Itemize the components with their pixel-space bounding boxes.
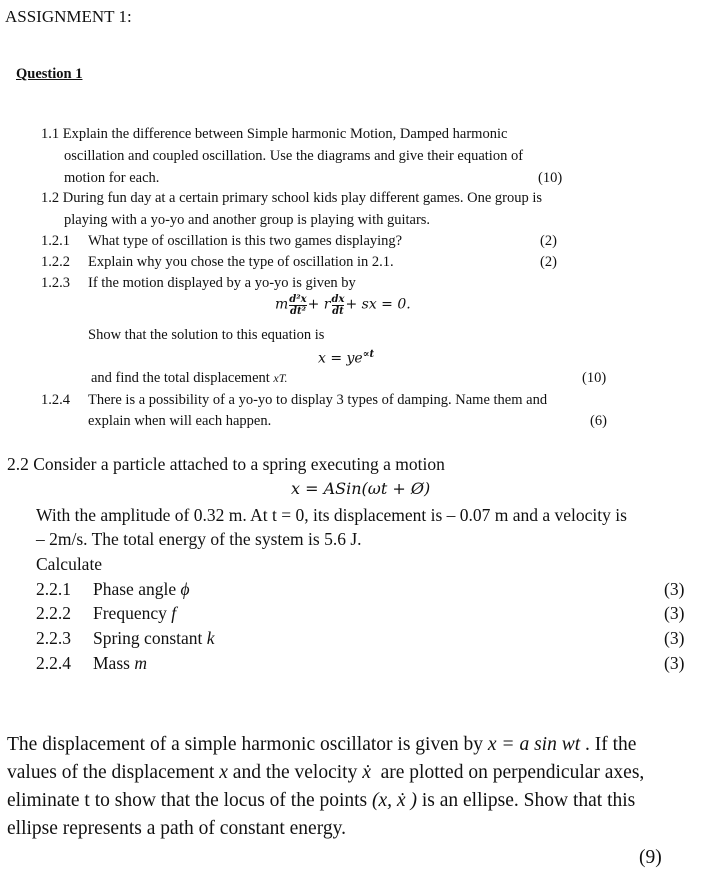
q1-2-1-num: 1.2.1 <box>41 233 70 249</box>
q1-2-1-marks: (2) <box>540 233 557 249</box>
question-heading: Question 1 <box>16 66 83 82</box>
assignment-title: ASSIGNMENT 1: <box>5 7 132 26</box>
q1-2-4-num: 1.2.4 <box>41 392 70 408</box>
q2-intro: 2.2 Consider a particle attached to a spring executing a motion <box>7 454 445 474</box>
q2-calculate: Calculate <box>36 554 103 574</box>
q1-2-2-num: 1.2.2 <box>41 254 70 270</box>
show-text: Show that the solution to this equation is <box>88 327 325 343</box>
q1-2-line: playing with a yo-yo and another group is playing with guitars. <box>64 212 431 228</box>
q2-item-marks: (3) <box>664 628 685 648</box>
q2-item-marks: (3) <box>664 579 685 599</box>
fraction-d2x-dt2: $\frac{\text{d²x}}{\text{dt²}}$ <box>289 294 307 317</box>
q1-2-3-num: 1.2.3 <box>41 275 70 291</box>
q1-1-marks: (10) <box>538 170 563 186</box>
q3-line: eliminate t to show that the locus of the points (x, ẋ ) is an ellipse. Show that this <box>7 790 636 811</box>
q1-1-line: oscillation and coupled oscillation. Use the diagrams and give their equation of <box>64 148 524 164</box>
equation-motion <box>275 294 411 317</box>
q1-2-4-marks: (6) <box>590 413 607 429</box>
q1-2-3-text: If the motion displayed by a yo-yo is given by <box>88 275 356 291</box>
q1-2-2-text: Explain why you chose the type of oscillation in 2.1. <box>88 254 394 270</box>
q3-line: values of the displacement x and the velocity ẋ are plotted on perpendicular axes, <box>7 762 645 783</box>
q1-2-3-marks: (10) <box>582 370 607 386</box>
q1-1-line: motion for each. <box>64 170 160 186</box>
q3-line: The displacement of a simple harmonic oscillator is given by x = a sin wt . If the <box>7 734 637 755</box>
q1-2-line: 1.2 During fun day at a certain primary school kids play different games. One group is <box>41 190 543 206</box>
q2-given: – 2m/s. The total energy of the system is 5.6 J. <box>36 529 362 549</box>
eq-rest: + sx = 0. <box>345 296 411 313</box>
fraction-dx-dt: $\frac{dx}{dt}$ <box>331 294 345 317</box>
q1-2-2-marks: (2) <box>540 254 557 270</box>
q2-item-marks: (3) <box>664 653 685 673</box>
q2-item-marks: (3) <box>664 603 685 623</box>
q1-2-1-text: What type of oscillation is this two games displaying? <box>88 233 403 249</box>
q2-given: With the amplitude of 0.32 m. At t = 0, its displacement is – 0.07 m and a velocity is <box>36 505 627 525</box>
find-text: and find the total displacement xT. <box>91 370 288 386</box>
q2-item: 2.2.4 Mass m <box>36 653 147 673</box>
q2-item: 2.2.2 Frequency f <box>36 603 177 623</box>
q1-2-4-text: explain when will each happen. <box>88 413 272 429</box>
q3-marks: (9) <box>639 847 662 868</box>
q1-2-4-text: There is a possibility of a yo-yo to display 3 types of damping. Name them and <box>88 392 548 408</box>
eq-m: m <box>275 296 289 313</box>
q1-1-line: 1.1 Explain the difference between Simple harmonic Motion, Damped harmonic <box>41 126 508 142</box>
equation-solution: $x = ye^{\propto t}$ <box>318 349 375 367</box>
q2-item: 2.2.3 Spring constant k <box>36 628 215 648</box>
q2-equation: x = ASin(ωt + Ø) <box>291 479 431 498</box>
q3-line: ellipse represents a path of constant energy. <box>7 818 346 839</box>
q2-item: 2.2.1 Phase angle ϕ <box>36 579 190 599</box>
eq-r: + r <box>307 296 331 313</box>
